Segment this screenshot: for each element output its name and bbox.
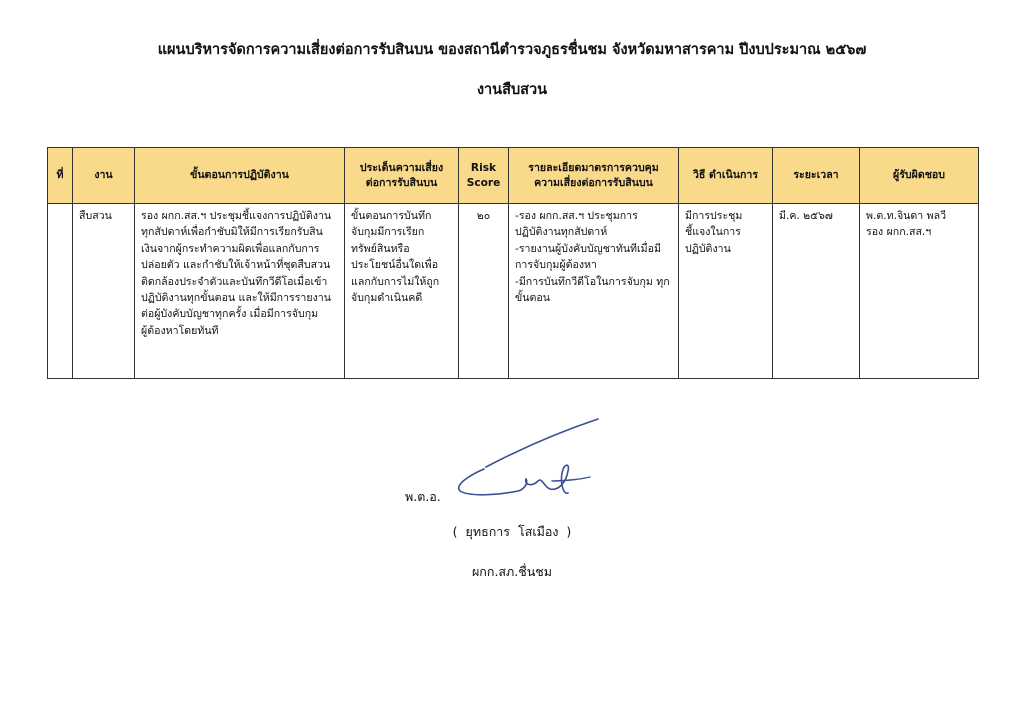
col-header-score: Risk Score	[459, 148, 509, 204]
table-row	[48, 204, 979, 379]
col-header-no: ที่	[48, 148, 73, 204]
cell-period: มี.ค. ๒๕๖๗	[773, 204, 860, 379]
cell-measures: -รอง ผกก.สส.ฯ ประชุมการ ปฏิบัติงานทุกสัปดาห์ -รายงานผู้บังคับบัญชาทันทีเมื่อมี การจับกุมผู้ต้องหา -มีการบันทึกวีดีโอในการจับกุม ทุก ขั้นตอน	[509, 204, 679, 379]
document-subtitle: งานสืบสวน	[476, 82, 548, 98]
col-header-owner: ผู้รับผิดชอบ	[860, 148, 979, 204]
table-header-row	[48, 148, 979, 204]
col-header-risk: ประเด็นความเสี่ยง ต่อการรับสินบน	[345, 148, 459, 204]
col-header-method: วิธี ดำเนินการ	[679, 148, 773, 204]
col-header-measures: รายละเอียดมาตรการควบคุม ความเสี่ยงต่อการรับสินบน	[509, 148, 679, 204]
cell-score: ๒๐	[459, 204, 509, 379]
cell-no	[48, 204, 73, 379]
cell-work: สืบสวน	[73, 204, 135, 379]
signer-position: ผกก.สภ.ชื่นชม	[471, 564, 553, 579]
cell-risk: ขั้นตอนการบันทึก จับกุมมีการเรียก ทรัพย์สินหรือ ประโยชน์อื่นใดเพื่อ แลกกับการไม่ให้ถูก จับกุมดำเนินคดี	[345, 204, 459, 379]
signature-rank: พ.ต.อ.	[405, 489, 441, 504]
cell-owner: พ.ต.ท.จินดา พลวี รอง ผกก.สส.ฯ	[860, 204, 979, 379]
risk-plan-table	[47, 147, 979, 379]
handwritten-signature	[448, 415, 608, 500]
col-header-work: งาน	[73, 148, 135, 204]
cell-procedure: รอง ผกก.สส.ฯ ประชุมชี้แจงการปฏิบัติงาน ทุกสัปดาห์เพื่อกำชับมิให้มีการเรียกรับสิน เงินจากผู้กระทำความผิดเพื่อแลกกับการ ปล่อยตัว และกำชับให้เจ้าหน้าที่ชุดสืบสวน ติดกล้องประจำตัวและบันทึกวีดีโอเมื่อเข้า ปฏิบัติงานทุกขั้นตอน และให้มีการรายงาน ต่อผู้บังคับบัญชาทุกครั้ง เมื่อมีการจับกุม ผู้ต้องหาโดยทันที	[135, 204, 345, 379]
cell-method: มีการประชุม ชี้แจงในการ ปฏิบัติงาน	[679, 204, 773, 379]
document-title: แผนบริหารจัดการความเสี่ยงต่อการรับสินบน ของสถานีตำรวจภูธรชื่นชม จังหวัดมหาสารคาม ปีงบประมาณ ๒๕๖๗	[157, 42, 867, 58]
signer-name: ( ยุทธการ โสเมือง )	[452, 524, 572, 539]
col-header-procedure: ขั้นตอนการปฏิบัติงาน	[135, 148, 345, 204]
col-header-period: ระยะเวลา	[773, 148, 860, 204]
